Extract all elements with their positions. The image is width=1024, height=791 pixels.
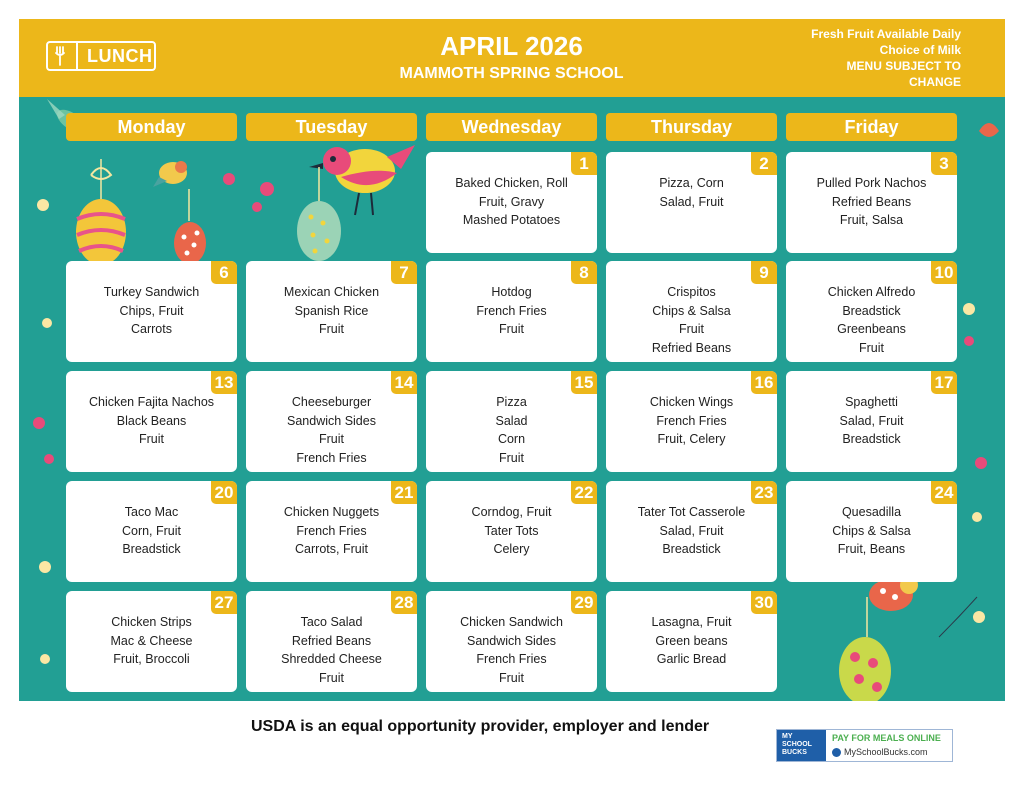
- menu-item: Taco Salad: [300, 615, 363, 629]
- day-number: 6: [211, 261, 237, 284]
- menu-items: [430, 613, 593, 688]
- menu-item: Fruit: [319, 671, 344, 686]
- day-header-thursday: Thursday: [606, 113, 777, 141]
- note-line: CHANGE: [908, 75, 961, 89]
- calendar-day-cell: [606, 371, 777, 472]
- calendar-day-cell: [246, 261, 417, 362]
- menu-items: [430, 174, 593, 230]
- note-line: Choice of Milk: [879, 43, 961, 57]
- menu-item: Corn: [497, 432, 526, 447]
- menu-item: Spanish Rice: [294, 303, 369, 318]
- menu-item: Fruit: [319, 432, 344, 447]
- day-number: 1: [571, 152, 597, 175]
- day-number: 16: [751, 371, 777, 394]
- day-header-tuesday: Tuesday: [246, 113, 417, 141]
- menu-item: Fruit: [499, 451, 524, 466]
- menu-item: Chicken Wings: [649, 395, 734, 409]
- calendar-day-cell: [606, 481, 777, 582]
- menu-item: French Fries: [296, 523, 367, 538]
- menu-item: Pulled Pork Nachos: [816, 176, 927, 190]
- calendar-day-cell: [606, 152, 777, 253]
- menu-items: [610, 283, 773, 358]
- school-name: MAMMOTH SPRING SCHOOL: [399, 65, 624, 82]
- menu-items: [430, 503, 593, 559]
- fork-icon: [48, 43, 78, 69]
- menu-item: Green beans: [655, 633, 728, 648]
- menu-item: Spaghetti: [845, 395, 898, 409]
- logo-line: BUCKS: [782, 749, 807, 756]
- header-banner: [19, 19, 1005, 97]
- menu-item: Greenbeans: [837, 322, 906, 337]
- menu-items: [430, 393, 593, 468]
- day-number: 29: [571, 591, 597, 614]
- day-number: 20: [211, 481, 237, 504]
- menu-item: Pizza: [496, 395, 527, 409]
- menu-item: Fruit: [319, 322, 344, 337]
- day-header-wednesday: Wednesday: [426, 113, 597, 141]
- menu-notes: [811, 26, 961, 90]
- menu-item: Chips & Salsa: [652, 303, 731, 318]
- menu-items: [70, 503, 233, 559]
- note-line: Fresh Fruit Available Daily: [811, 27, 961, 41]
- day-header-friday: Friday: [786, 113, 957, 141]
- menu-item: Salad, Fruit: [839, 413, 904, 428]
- menu-items: [610, 174, 773, 211]
- day-number: 28: [391, 591, 417, 614]
- menu-item: Quesadilla: [841, 505, 902, 519]
- menu-item: Fruit: [499, 322, 524, 337]
- menu-item: French Fries: [656, 413, 727, 428]
- easter-egg-illustration: [174, 222, 206, 264]
- menu-item: Sandwich Sides: [287, 413, 376, 428]
- menu-item: Fruit: [139, 432, 164, 447]
- menu-items: [790, 393, 953, 449]
- menu-items: [790, 503, 953, 559]
- menu-item: Fruit, Beans: [837, 542, 906, 557]
- menu-item: Refried Beans: [291, 633, 372, 648]
- logo-line: MY: [782, 733, 793, 740]
- calendar-day-cell: [66, 481, 237, 582]
- calendar-day-cell: [426, 591, 597, 692]
- menu-item: Chicken Sandwich: [460, 615, 563, 629]
- calendar-day-cell: [246, 591, 417, 692]
- menu-items: [250, 503, 413, 559]
- menu-item: Corn, Fruit: [121, 523, 182, 538]
- menu-item: Corndog, Fruit: [471, 505, 552, 519]
- globe-icon: [832, 748, 841, 757]
- menu-items: [610, 503, 773, 559]
- menu-item: Shredded Cheese: [281, 652, 382, 667]
- menu-item: Refried Beans: [651, 341, 732, 356]
- menu-item: Garlic Bread: [656, 652, 727, 667]
- menu-item: Crispitos: [667, 285, 716, 299]
- menu-item: Hotdog: [491, 285, 532, 299]
- day-number: 21: [391, 481, 417, 504]
- menu-items: [250, 613, 413, 688]
- menu-item: Chicken Fajita Nachos: [88, 395, 215, 409]
- menu-items: [790, 174, 953, 230]
- menu-item: Mac & Cheese: [110, 633, 193, 648]
- menu-item: Breadstick: [842, 303, 901, 318]
- calendar-day-cell: [606, 261, 777, 362]
- menu-items: [610, 393, 773, 449]
- calendar-day-cell: [246, 371, 417, 472]
- calendar-day-cell: [246, 481, 417, 582]
- menu-item: Fruit: [679, 322, 704, 337]
- usda-statement: USDA is an equal opportunity provider, employer and lender: [251, 718, 710, 735]
- lunch-logo: [46, 41, 156, 71]
- easter-egg-illustration: [839, 637, 891, 701]
- day-number: 7: [391, 261, 417, 284]
- menu-item: French Fries: [476, 652, 547, 667]
- menu-item: Cheeseburger: [291, 395, 372, 409]
- menu-item: Salad, Fruit: [659, 523, 724, 538]
- easter-egg-illustration: [76, 159, 126, 265]
- menu-item: Mexican Chicken: [283, 285, 380, 299]
- logo-line: SCHOOL: [782, 741, 812, 748]
- myschoolbucks-badge[interactable]: [776, 729, 953, 762]
- menu-item: Chicken Strips: [111, 615, 192, 629]
- day-header-monday: Monday: [66, 113, 237, 141]
- menu-item: Salad: [495, 413, 528, 428]
- calendar-day-cell: [606, 591, 777, 692]
- myschoolbucks-logo: [777, 730, 826, 761]
- badge-url-text: MySchoolBucks.com: [844, 747, 928, 757]
- note-line: MENU SUBJECT TO: [846, 59, 961, 73]
- menu-items: [610, 613, 773, 669]
- calendar-day-cell: [66, 261, 237, 362]
- menu-item: Salad, Fruit: [659, 194, 724, 209]
- day-number: 30: [751, 591, 777, 614]
- menu-item: Carrots: [131, 322, 172, 337]
- calendar-board: [19, 97, 1005, 701]
- calendar-day-cell: [426, 371, 597, 472]
- calendar-day-cell: [786, 261, 957, 362]
- menu-items: [430, 283, 593, 339]
- menu-month-title: APRIL 2026: [440, 31, 583, 61]
- menu-items: [790, 283, 953, 358]
- menu-item: Chicken Alfredo: [827, 285, 916, 299]
- menu-item: Mashed Potatoes: [462, 213, 561, 228]
- menu-item: Pizza, Corn: [659, 176, 724, 190]
- menu-item: Chicken Nuggets: [283, 505, 380, 519]
- menu-item: Baked Chicken, Roll: [455, 176, 568, 190]
- menu-item: Tater Tot Casserole: [637, 505, 746, 519]
- menu-items: [250, 393, 413, 468]
- menu-items: [70, 393, 233, 449]
- badge-tagline: PAY FOR MEALS ONLINE: [832, 733, 941, 743]
- menu-items: [70, 613, 233, 669]
- menu-item: Chips & Salsa: [832, 523, 911, 538]
- menu-item: French Fries: [296, 451, 367, 466]
- menu-item: Turkey Sandwich: [103, 285, 200, 299]
- lunch-label: LUNCH: [87, 45, 153, 66]
- menu-item: Black Beans: [116, 413, 187, 428]
- day-number: 17: [931, 371, 957, 394]
- menu-item: Breadstick: [662, 542, 721, 557]
- menu-item: Carrots, Fruit: [295, 542, 368, 557]
- day-number: 27: [211, 591, 237, 614]
- menu-item: Lasagna, Fruit: [651, 615, 732, 629]
- menu-item: Refried Beans: [831, 194, 912, 209]
- day-number: 14: [391, 371, 417, 394]
- calendar-day-cell: [786, 481, 957, 582]
- day-number: 2: [751, 152, 777, 175]
- day-number: 23: [751, 481, 777, 504]
- calendar-day-cell: [426, 481, 597, 582]
- menu-item: Fruit, Celery: [657, 432, 726, 447]
- day-number: 8: [571, 261, 597, 284]
- menu-item: Sandwich Sides: [467, 633, 556, 648]
- day-number: 10: [931, 261, 957, 284]
- menu-item: Breadstick: [842, 432, 901, 447]
- badge-url: [832, 747, 928, 757]
- calendar-day-cell: [66, 371, 237, 472]
- calendar-day-cell: [786, 152, 957, 253]
- easter-egg-illustration: [297, 201, 341, 261]
- day-number: 13: [211, 371, 237, 394]
- menu-item: Breadstick: [122, 542, 181, 557]
- day-number: 15: [571, 371, 597, 394]
- calendar-day-cell: [786, 371, 957, 472]
- calendar-day-cell: [426, 261, 597, 362]
- day-number: 24: [931, 481, 957, 504]
- day-number: 3: [931, 152, 957, 175]
- calendar-day-cell: [426, 152, 597, 253]
- menu-item: Fruit: [499, 671, 524, 686]
- menu-items: [70, 283, 233, 339]
- menu-item: Fruit: [859, 341, 884, 356]
- calendar-day-cell: [66, 591, 237, 692]
- menu-item: Fruit, Salsa: [839, 213, 904, 228]
- menu-item: Fruit, Broccoli: [113, 652, 190, 667]
- menu-item: French Fries: [476, 303, 547, 318]
- day-number: 9: [751, 261, 777, 284]
- day-number: 22: [571, 481, 597, 504]
- menu-item: Chips, Fruit: [119, 303, 184, 318]
- menu-item: Tater Tots: [484, 523, 539, 538]
- bird-illustration: [153, 161, 187, 187]
- menu-item: Celery: [493, 542, 530, 557]
- menu-item: Fruit, Gravy: [478, 194, 545, 209]
- menu-item: Taco Mac: [124, 505, 179, 519]
- menu-items: [250, 283, 413, 339]
